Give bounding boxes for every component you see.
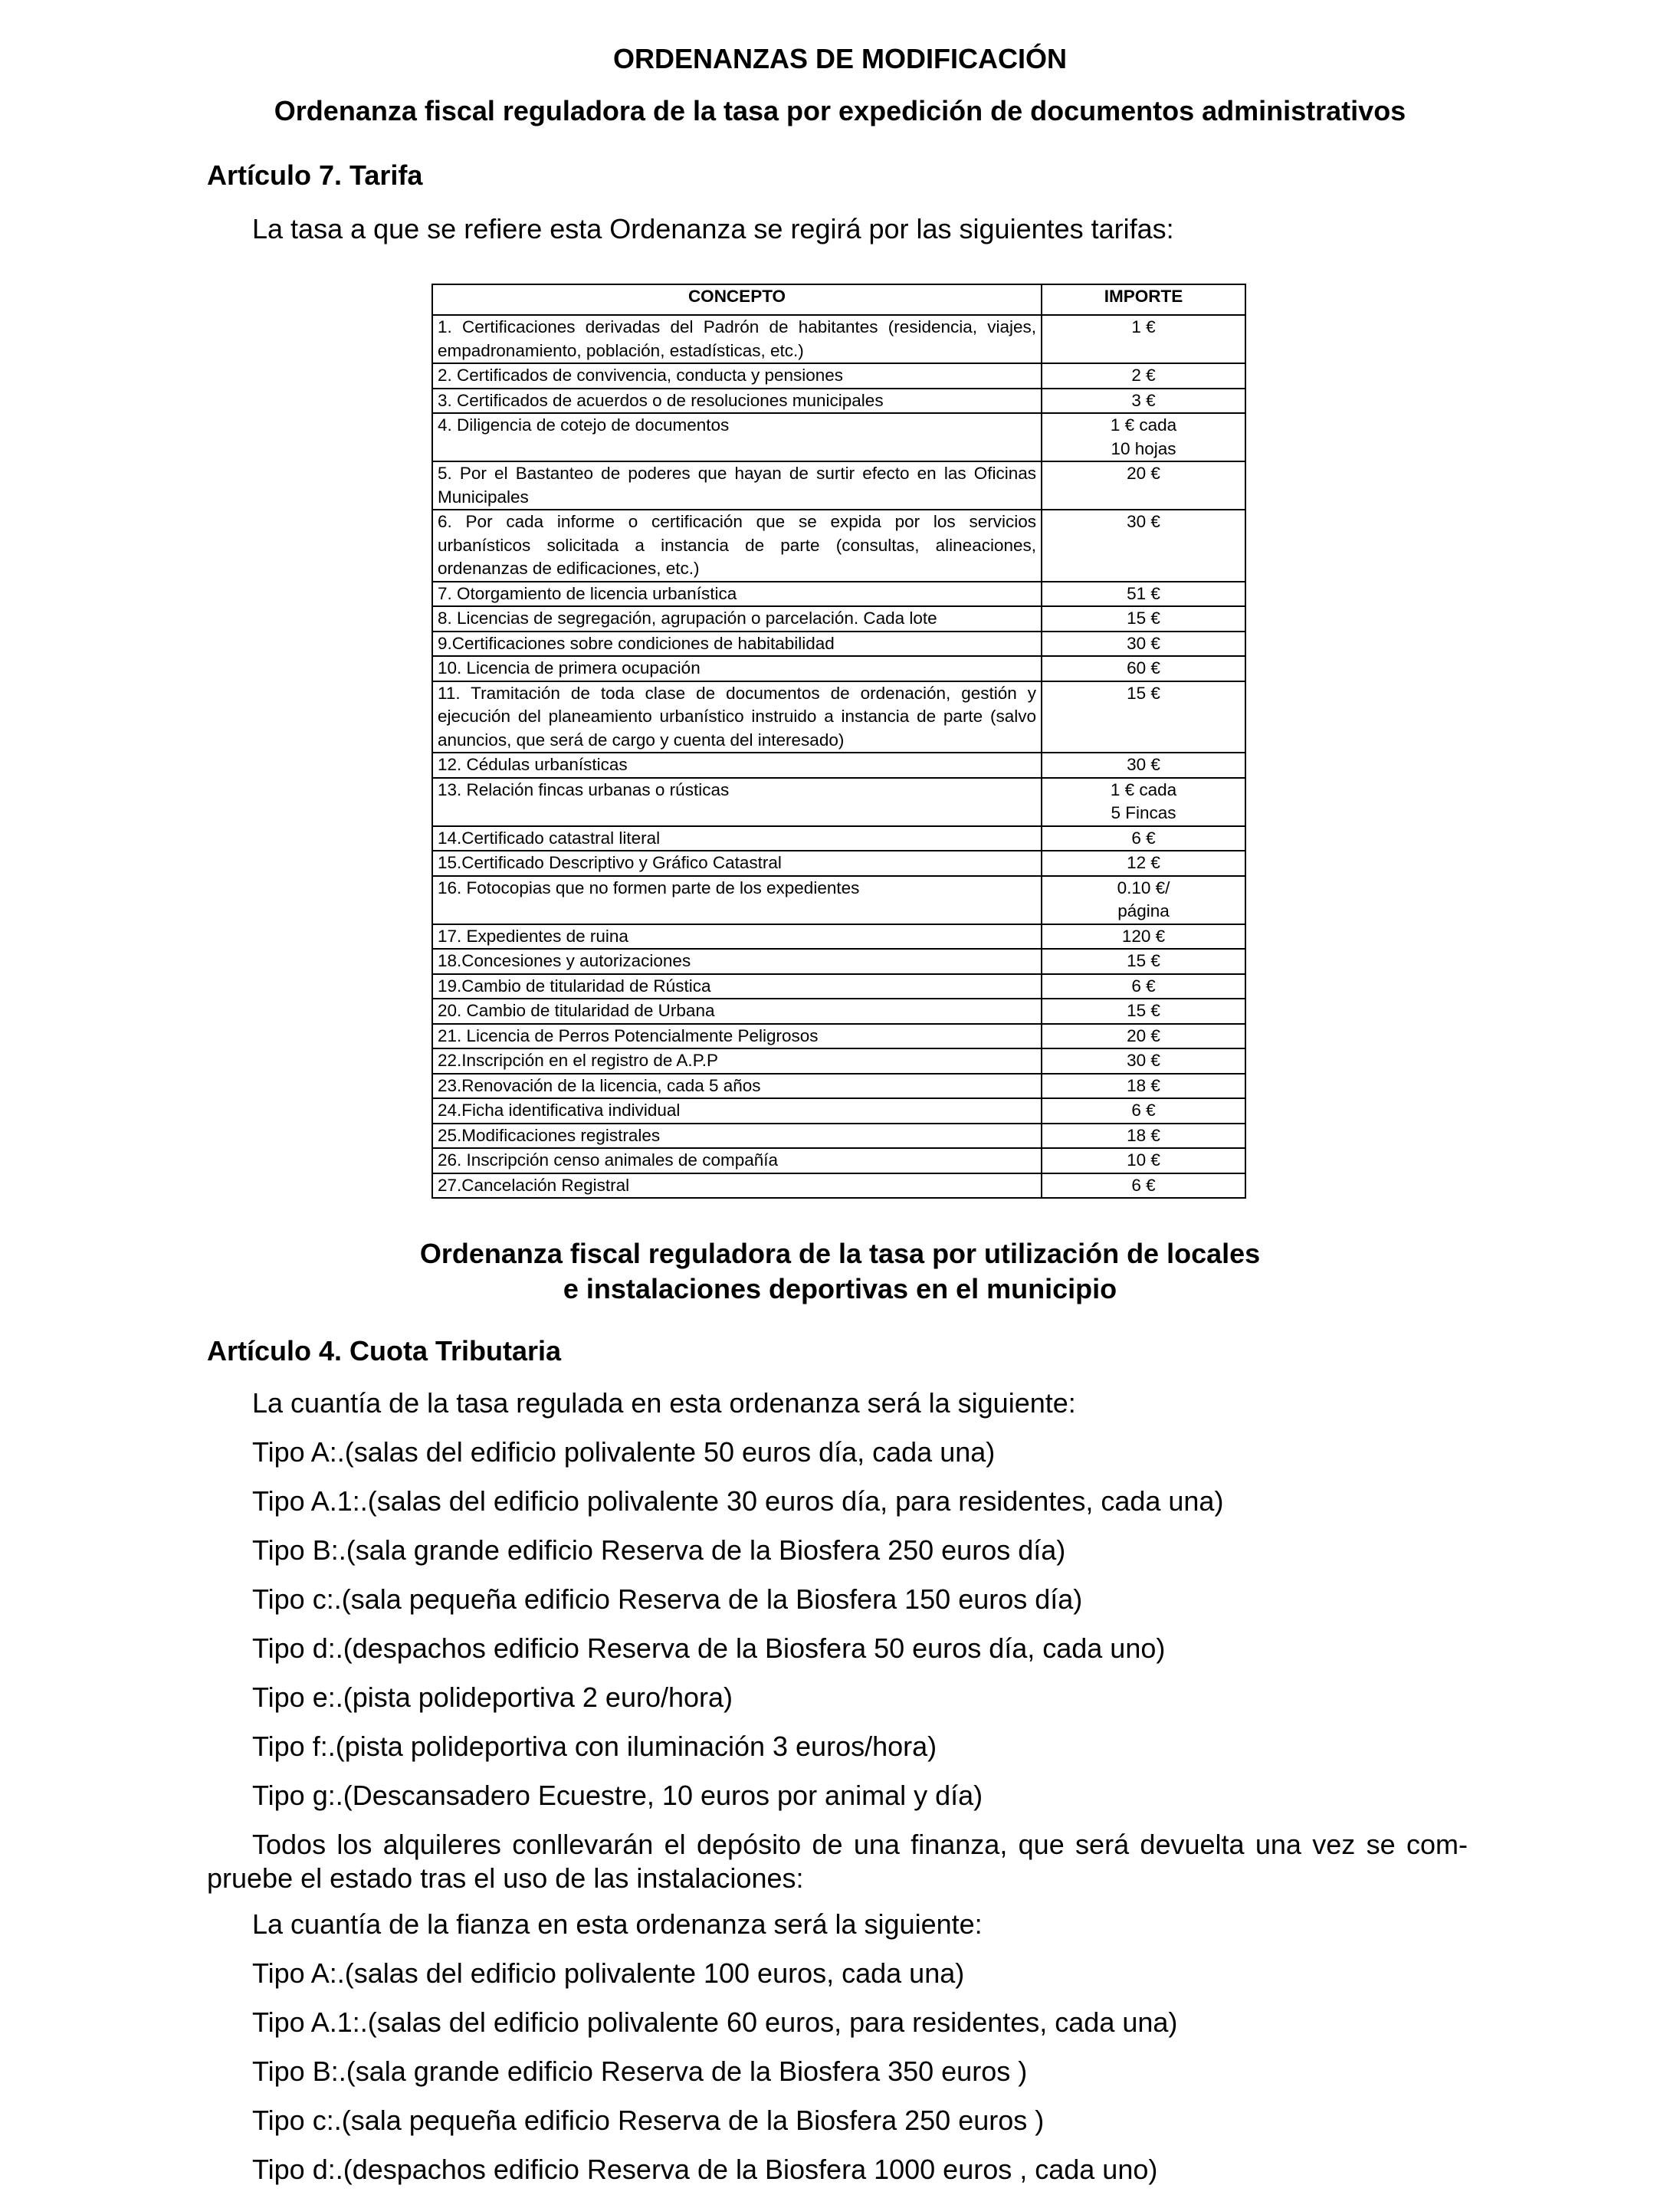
- fee-line-0: Tipo A:.(salas del edificio polivalente 50 euros día, cada una): [252, 1436, 996, 1468]
- concept-cell: 18.Concesiones y autorizaciones: [432, 949, 1042, 974]
- section1-intro: La tasa a que se refiere esta Ordenanza se regirá por las siguientes tarifas:: [252, 213, 1174, 244]
- concept-cell: 23.Renovación de la licencia, cada 5 años: [432, 1074, 1042, 1099]
- amount-cell: [1042, 949, 1245, 974]
- amount-line: 30 €: [1127, 1051, 1160, 1070]
- amount-line: 15 €: [1127, 609, 1160, 628]
- amount-cell: [1042, 778, 1245, 826]
- amount-cell: [1042, 1124, 1245, 1149]
- section2-article-heading: Artículo 4. Cuota Tributaria: [207, 1335, 562, 1367]
- amount-line: 1 € cada: [1110, 415, 1177, 435]
- concept-cell: 11. Tramitación de toda clase de documentos de ordenación, gestión y ejecución del planeamiento urbanístico instruido a instancia de parte (salvo anuncios, que será de cargo y cuenta del interesado): [432, 681, 1042, 753]
- amount-cell: [1042, 656, 1245, 681]
- amount-line: 5 Fincas: [1111, 803, 1176, 822]
- table-row: [432, 656, 1245, 681]
- amount-cell: [1042, 924, 1245, 950]
- concept-cell: 21. Licencia de Perros Potencialmente Peligrosos: [432, 1024, 1042, 1049]
- fee-line-5: Tipo e:.(pista polideportiva 2 euro/hora): [252, 1682, 733, 1713]
- amount-cell: [1042, 681, 1245, 753]
- deposit-line-3: Tipo c:.(sala pequeña edificio Reserva de la Biosfera 250 euros ): [252, 2105, 1045, 2136]
- concept-cell: 17. Expedientes de ruina: [432, 924, 1042, 950]
- amount-line: 15 €: [1127, 1001, 1160, 1020]
- table-row: [432, 606, 1245, 632]
- amount-line: 30 €: [1127, 755, 1160, 774]
- amount-cell: [1042, 1148, 1245, 1173]
- table-row: [432, 1124, 1245, 1149]
- table-row: [432, 999, 1245, 1024]
- amount-line: 30 €: [1127, 633, 1160, 653]
- section2-intro: La cuantía de la tasa regulada en esta ordenanza será la siguiente:: [252, 1387, 1076, 1419]
- table-row: [432, 461, 1245, 510]
- concept-cell: 6. Por cada informe o certificación que se expida por los servicios urbanísticos solicitada a instancia de parte (consultas, alineaciones, ordenanzas de edificaciones, etc.): [432, 510, 1042, 582]
- amount-line: 0.10 €/: [1117, 878, 1170, 897]
- amount-cell: [1042, 363, 1245, 389]
- table-row: [432, 389, 1245, 414]
- table-row: [432, 632, 1245, 657]
- concept-cell: 2. Certificados de convivencia, conducta y pensiones: [432, 363, 1042, 389]
- section1-title: Ordenanza fiscal reguladora de la tasa por expedición de documentos administrativos: [274, 95, 1406, 126]
- amount-line: 12 €: [1127, 853, 1160, 872]
- concept-cell: 3. Certificados de acuerdos o de resoluciones municipales: [432, 389, 1042, 414]
- amount-cell: [1042, 876, 1245, 924]
- table-row: [432, 851, 1245, 876]
- fee-line-1: Tipo A.1:.(salas del edificio polivalente 30 euros día, para residentes, cada una): [252, 1485, 1224, 1517]
- concept-cell: 26. Inscripción censo animales de compañía: [432, 1148, 1042, 1173]
- amount-cell: [1042, 1024, 1245, 1049]
- table-row: [432, 315, 1245, 363]
- table-row: [432, 1048, 1245, 1074]
- amount-cell: [1042, 999, 1245, 1024]
- amount-line: 1 € cada: [1110, 779, 1177, 799]
- amount-line: 1 €: [1131, 317, 1156, 336]
- amount-line: 6 €: [1131, 828, 1156, 848]
- section2-title-line1: Ordenanza fiscal reguladora de la tasa por utilización de locales: [419, 1238, 1261, 1269]
- table-row: [432, 1074, 1245, 1099]
- deposit-line-2: Tipo B:.(sala grande edificio Reserva de la Biosfera 350 euros ): [252, 2056, 1028, 2087]
- amount-cell: [1042, 389, 1245, 414]
- table-row: [432, 582, 1245, 607]
- fee-line-7: Tipo g:.(Descansadero Ecuestre, 10 euros por animal y día): [252, 1780, 983, 1811]
- page-title: ORDENANZAS DE MODIFICACIÓN: [613, 43, 1067, 74]
- table-row: [432, 753, 1245, 778]
- amount-line: 6 €: [1131, 976, 1156, 996]
- amount-cell: [1042, 753, 1245, 778]
- table-row: [432, 681, 1245, 753]
- amount-cell: [1042, 851, 1245, 876]
- concept-cell: 13. Relación fincas urbanas o rústicas: [432, 778, 1042, 826]
- deposit-note: Todos los alquileres conllevarán el depósito de una finanza, que será devuelta una vez se com-pruebe el estado tras el uso de las instalaciones:: [207, 1829, 1468, 1894]
- amount-line: 60 €: [1127, 658, 1160, 678]
- amount-line: 6 €: [1131, 1101, 1156, 1120]
- table-row: [432, 876, 1245, 924]
- amount-cell: [1042, 1048, 1245, 1074]
- column-header-concepto: CONCEPTO: [432, 284, 1042, 315]
- amount-cell: [1042, 461, 1245, 510]
- concept-cell: 8. Licencias de segregación, agrupación o parcelación. Cada lote: [432, 606, 1042, 632]
- table-row: [432, 363, 1245, 389]
- amount-line: 120 €: [1121, 926, 1166, 946]
- concept-cell: 25.Modificaciones registrales: [432, 1124, 1042, 1149]
- concept-cell: 15.Certificado Descriptivo y Gráfico Catastral: [432, 851, 1042, 876]
- table-header-row: [432, 284, 1245, 315]
- table-row: [432, 413, 1245, 461]
- section1-article-heading: Artículo 7. Tarifa: [207, 159, 423, 191]
- amount-line: 20 €: [1127, 1025, 1160, 1045]
- amount-cell: [1042, 1173, 1245, 1199]
- fee-line-3: Tipo c:.(sala pequeña edificio Reserva de la Biosfera 150 euros día): [252, 1583, 1083, 1615]
- table-row: [432, 924, 1245, 950]
- concept-cell: 7. Otorgamiento de licencia urbanística: [432, 582, 1042, 607]
- amount-cell: [1042, 315, 1245, 363]
- amount-line: 6 €: [1131, 1175, 1156, 1195]
- concept-cell: 10. Licencia de primera ocupación: [432, 656, 1042, 681]
- amount-line: 3 €: [1131, 390, 1156, 410]
- amount-cell: [1042, 826, 1245, 851]
- concept-cell: 19.Cambio de titularidad de Rústica: [432, 974, 1042, 999]
- concept-cell: 1. Certificaciones derivadas del Padrón de habitantes (residencia, viajes, empadronamiento, población, estadísticas, etc.): [432, 315, 1042, 363]
- deposit-intro: La cuantía de la fianza en esta ordenanza será la siguiente:: [252, 1908, 983, 1940]
- amount-line: 15 €: [1127, 683, 1160, 703]
- table-row: [432, 1024, 1245, 1049]
- amount-cell: [1042, 510, 1245, 582]
- amount-line: página: [1117, 901, 1170, 920]
- amount-line: 10 hojas: [1111, 438, 1176, 458]
- amount-line: 30 €: [1127, 512, 1160, 531]
- concept-cell: 24.Ficha identificativa individual: [432, 1098, 1042, 1124]
- amount-line: 10 €: [1127, 1150, 1160, 1170]
- amount-cell: [1042, 632, 1245, 657]
- amount-cell: [1042, 1098, 1245, 1124]
- concept-cell: 4. Diligencia de cotejo de documentos: [432, 413, 1042, 461]
- amount-cell: [1042, 1074, 1245, 1099]
- concept-cell: 27.Cancelación Registral: [432, 1173, 1042, 1199]
- fee-line-2: Tipo B:.(sala grande edificio Reserva de la Biosfera 250 euros día): [252, 1534, 1066, 1566]
- table-row: [432, 826, 1245, 851]
- column-header-importe: IMPORTE: [1042, 284, 1245, 315]
- section2-title: [0, 1236, 1680, 1307]
- amount-cell: [1042, 974, 1245, 999]
- table-row: [432, 778, 1245, 826]
- table-row: [432, 1173, 1245, 1199]
- tarifas-table: [431, 284, 1246, 1199]
- amount-line: 51 €: [1127, 583, 1160, 603]
- table-row: [432, 1148, 1245, 1173]
- amount-line: 18 €: [1127, 1125, 1160, 1145]
- concept-cell: 9.Certificaciones sobre condiciones de habitabilidad: [432, 632, 1042, 657]
- concept-cell: 22.Inscripción en el registro de A.P.P: [432, 1048, 1042, 1074]
- amount-line: 15 €: [1127, 951, 1160, 970]
- deposit-line-4: Tipo d:.(despachos edificio Reserva de la Biosfera 1000 euros , cada uno): [252, 2154, 1158, 2185]
- concept-cell: 20. Cambio de titularidad de Urbana: [432, 999, 1042, 1024]
- deposit-line-1: Tipo A.1:.(salas del edificio polivalente 60 euros, para residentes, cada una): [252, 2006, 1178, 2038]
- amount-cell: [1042, 606, 1245, 632]
- fee-line-6: Tipo f:.(pista polideportiva con iluminación 3 euros/hora): [252, 1731, 937, 1762]
- concept-cell: 5. Por el Bastanteo de poderes que hayan de surtir efecto en las Oficinas Municipales: [432, 461, 1042, 510]
- table-row: [432, 1098, 1245, 1124]
- amount-line: 20 €: [1127, 464, 1160, 483]
- table-row: [432, 510, 1245, 582]
- fee-line-4: Tipo d:.(despachos edificio Reserva de la Biosfera 50 euros día, cada uno): [252, 1632, 1166, 1664]
- amount-cell: [1042, 413, 1245, 461]
- concept-cell: 12. Cédulas urbanísticas: [432, 753, 1042, 778]
- concept-cell: 14.Certificado catastral literal: [432, 826, 1042, 851]
- table-row: [432, 974, 1245, 999]
- section2-title-line2: e instalaciones deportivas en el municipio: [563, 1273, 1117, 1304]
- amount-line: 18 €: [1127, 1075, 1160, 1095]
- amount-line: 2 €: [1131, 366, 1156, 385]
- deposit-line-0: Tipo A:.(salas del edificio polivalente 100 euros, cada una): [252, 1957, 965, 1989]
- table-row: [432, 949, 1245, 974]
- amount-cell: [1042, 582, 1245, 607]
- concept-cell: 16. Fotocopias que no formen parte de los expedientes: [432, 876, 1042, 924]
